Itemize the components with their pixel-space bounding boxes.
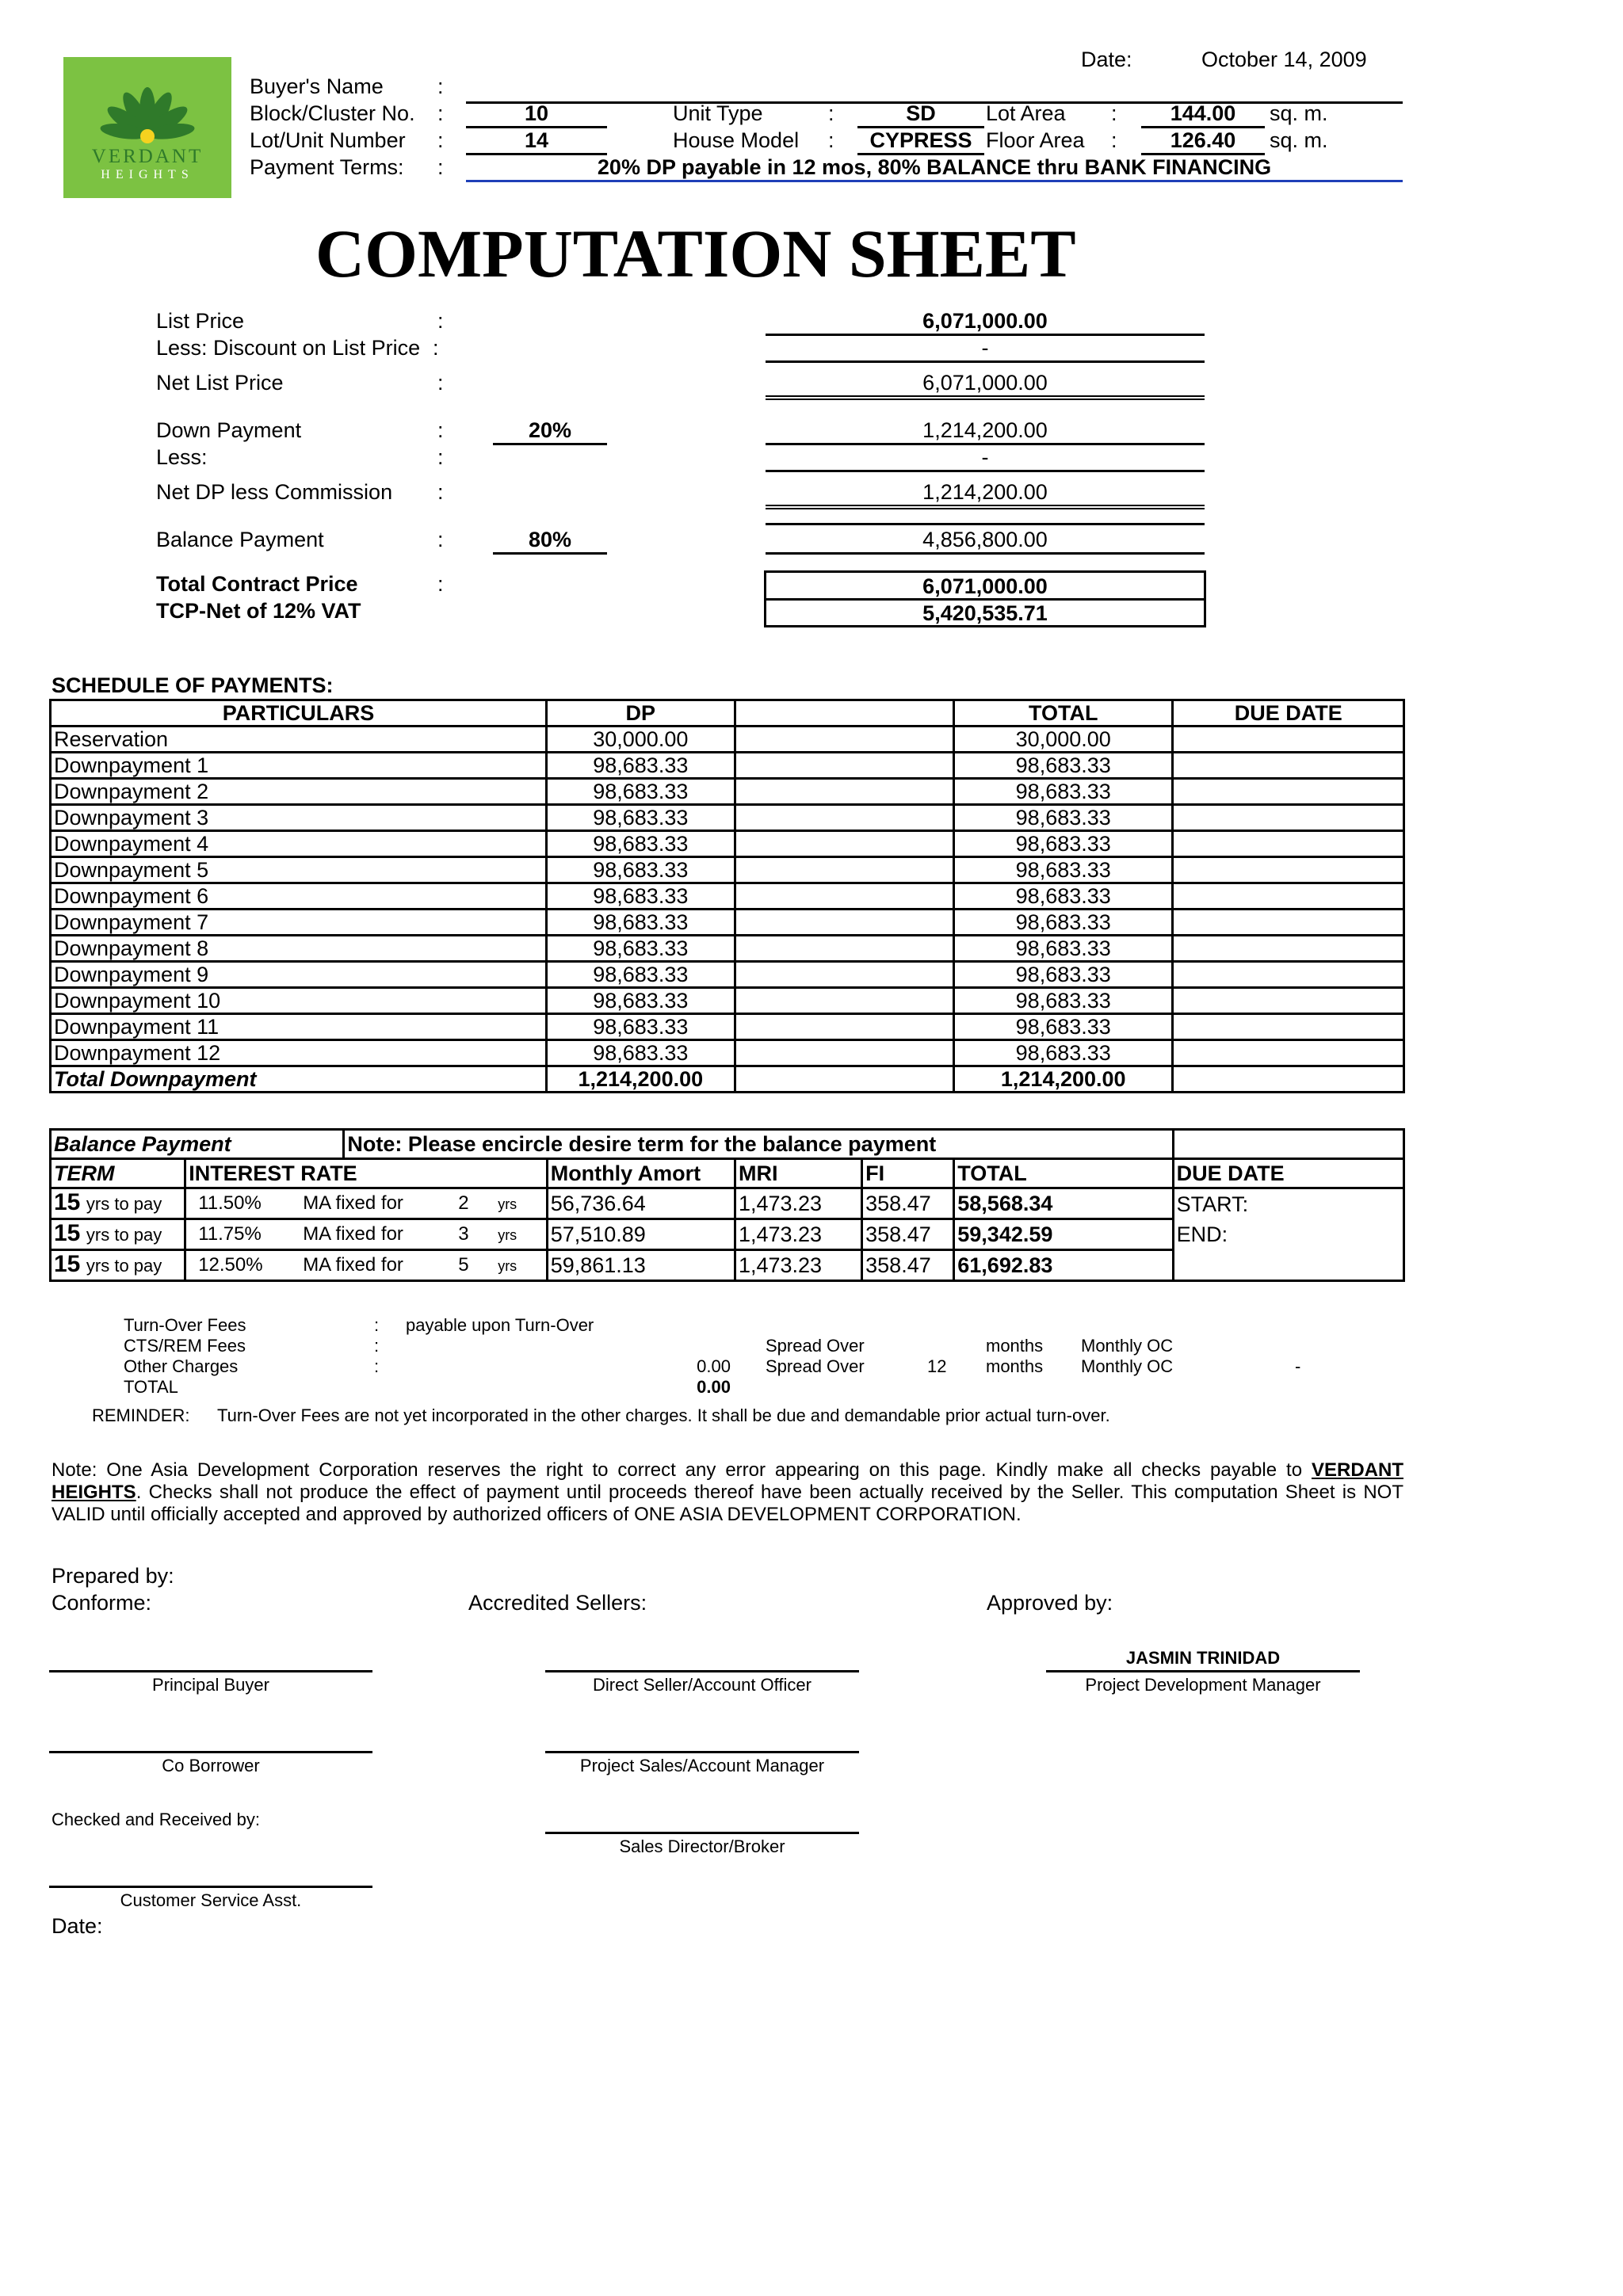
net-list-value: 6,071,000.00	[766, 371, 1205, 400]
cts-rem-fees-label: CTS/REM Fees	[124, 1336, 246, 1356]
ma-fixed-years: 3	[458, 1222, 469, 1245]
row-due-date[interactable]	[1173, 936, 1404, 962]
unit-type-value: SD	[857, 101, 984, 128]
row-total: 98,683.33	[953, 936, 1172, 962]
project-sales-manager-label: Project Sales/Account Manager	[579, 1756, 825, 1775]
interest-rate: 11.75%	[198, 1222, 262, 1245]
balance-title-row	[51, 1130, 1404, 1159]
total-downpayment-label: Total Downpayment	[51, 1066, 547, 1093]
fi-value: 358.47	[862, 1188, 954, 1219]
other-charges-label: Other Charges	[124, 1356, 239, 1376]
balance-header-row	[51, 1159, 1404, 1188]
interest-rate: 12.50%	[198, 1253, 263, 1276]
col-header-interest-rate: INTEREST RATE	[185, 1159, 548, 1188]
block-value: 10	[466, 101, 607, 128]
down-payment-value: 1,214,200.00	[766, 418, 1205, 445]
row-label: Downpayment 8	[51, 936, 547, 962]
sales-director-label: Sales Director/Broker	[619, 1836, 785, 1856]
note-part2: . Checks shall not produce the effect of payment until proceeds thereof have been actually received by the Seller. This computation Sheet is NOT VALID until officially accepted and approved by authorized officers of ONE ASIA DEVELOPMENT CORPORATION.	[52, 1482, 1403, 1525]
colon: :	[828, 101, 834, 125]
row-blank	[735, 753, 953, 779]
checked-received-label: Checked and Received by:	[52, 1810, 260, 1829]
row-blank	[735, 857, 953, 883]
floor-area-label: Floor Area	[986, 128, 1085, 152]
balance-title-blank	[1173, 1130, 1403, 1159]
house-model-value: CYPRESS	[857, 128, 984, 155]
tcp-net-label: TCP-Net of 12% VAT	[156, 599, 361, 623]
row-dp: 98,683.33	[547, 831, 735, 857]
floor-area-unit: sq. m.	[1270, 128, 1328, 152]
table-row	[51, 857, 1404, 883]
row-total: 98,683.33	[953, 962, 1172, 988]
balance-note: Note: Please encircle desire term for the balance payment	[344, 1130, 1173, 1159]
table-row	[51, 753, 1404, 779]
balance-row[interactable]	[51, 1188, 1404, 1219]
down-payment-label: Down Payment	[156, 418, 302, 442]
years-unit: yrs	[498, 1257, 517, 1274]
date-label: Date:	[1081, 48, 1132, 71]
term-value: 15	[54, 1189, 81, 1215]
row-blank	[735, 727, 953, 753]
row-blank	[735, 1014, 953, 1040]
col-header-dp: DP	[547, 700, 735, 727]
col-header-due-date: DUE DATE	[1173, 700, 1404, 727]
row-blank	[735, 805, 953, 831]
row-due-date[interactable]	[1173, 753, 1404, 779]
col-header-blank	[735, 700, 953, 727]
term-value: 15	[54, 1251, 81, 1277]
colon: :	[828, 128, 834, 152]
list-price-value: 6,071,000.00	[766, 309, 1205, 336]
interest-cell	[185, 1188, 548, 1219]
lot-value: 14	[466, 128, 607, 155]
row-label: Reservation	[51, 727, 547, 753]
row-label: Downpayment 12	[51, 1040, 547, 1066]
due-date-start: START:	[1173, 1188, 1403, 1219]
reminder-text: Turn-Over Fees are not yet incorporated in the other charges. It shall be due and demandable prior actual turn-over.	[217, 1405, 1110, 1425]
term-unit: yrs to pay	[86, 1225, 162, 1245]
mri-value: 1,473.23	[735, 1250, 861, 1281]
conforme-label: Conforme:	[52, 1591, 152, 1615]
row-blank	[735, 962, 953, 988]
colon: :	[437, 528, 444, 551]
term-unit: yrs to pay	[86, 1194, 162, 1214]
table-row	[51, 910, 1404, 936]
ma-fixed-years: 5	[458, 1253, 469, 1276]
balance-percent: 80%	[493, 528, 607, 555]
colon: :	[437, 445, 444, 469]
row-due-date[interactable]	[1173, 910, 1404, 936]
col-header-fi: FI	[862, 1159, 954, 1188]
months-label: months	[986, 1336, 1044, 1356]
project-dev-manager-label: Project Development Manager	[1085, 1675, 1321, 1695]
table-row	[51, 831, 1404, 857]
due-date-end: END:	[1173, 1219, 1403, 1250]
signature-line-co-borrower[interactable]	[49, 1751, 372, 1753]
row-label: Downpayment 11	[51, 1014, 547, 1040]
table-row	[51, 1014, 1404, 1040]
row-total: 30,000.00	[953, 727, 1172, 753]
buyers-name-label: Buyer's Name	[250, 74, 384, 98]
payment-terms-value: 20% DP payable in 12 mos, 80% BALANCE thru BANK FINANCING	[466, 155, 1403, 182]
fi-value: 358.47	[862, 1250, 954, 1281]
row-total: 98,683.33	[953, 779, 1172, 805]
row-label: Downpayment 1	[51, 753, 547, 779]
signature-line-project-sales[interactable]	[545, 1751, 859, 1753]
row-dp: 98,683.33	[547, 988, 735, 1014]
monthly-amort: 59,861.13	[547, 1250, 735, 1281]
customer-service-label: Customer Service Asst.	[120, 1890, 302, 1910]
signature-line-sales-director[interactable]	[545, 1832, 859, 1834]
row-label: Downpayment 7	[51, 910, 547, 936]
row-dp: 98,683.33	[547, 1040, 735, 1066]
colon: :	[1111, 128, 1117, 152]
row-total: 98,683.33	[953, 805, 1172, 831]
row-total: 98,683.33	[953, 988, 1172, 1014]
row-label: Downpayment 2	[51, 779, 547, 805]
total-total-value: 1,214,200.00	[953, 1066, 1172, 1093]
spread-over-label-2: Spread Over	[766, 1356, 865, 1376]
row-total: 98,683.33	[953, 831, 1172, 857]
block-label: Block/Cluster No.	[250, 101, 415, 125]
page-title: COMPUTATION SHEET	[315, 215, 1076, 292]
row-due-date[interactable]	[1173, 883, 1404, 910]
lot-area-value: 144.00	[1141, 101, 1265, 128]
table-row	[51, 805, 1404, 831]
row-dp: 98,683.33	[547, 857, 735, 883]
row-due-date[interactable]	[1173, 779, 1404, 805]
balance-table	[49, 1128, 1405, 1282]
col-header-term: TERM	[51, 1159, 185, 1188]
row-total: 98,683.33	[953, 883, 1172, 910]
lot-label: Lot/Unit Number	[250, 128, 406, 152]
lot-area-label: Lot Area	[986, 101, 1066, 125]
row-due-date[interactable]	[1173, 805, 1404, 831]
row-label: Downpayment 10	[51, 988, 547, 1014]
approved-by-label: Approved by:	[987, 1591, 1113, 1615]
row-blank	[735, 779, 953, 805]
total-row	[51, 1066, 1404, 1093]
term-value: 15	[54, 1220, 81, 1246]
years-unit: yrs	[498, 1226, 517, 1243]
signature-date-label: Date:	[52, 1914, 103, 1938]
row-due-date[interactable]	[1173, 1040, 1404, 1066]
spread-over-label: Spread Over	[766, 1336, 865, 1356]
row-total: 98,683.33	[953, 753, 1172, 779]
balance-payment-value: 4,856,800.00	[766, 528, 1205, 555]
row-due-date[interactable]	[1173, 988, 1404, 1014]
logo-text-heights: HEIGHTS	[101, 168, 194, 181]
floor-area-value: 126.40	[1141, 128, 1265, 155]
row-label: Downpayment 4	[51, 831, 547, 857]
due-date-blank	[1173, 1250, 1403, 1281]
ma-fixed-label: MA fixed for	[303, 1253, 403, 1276]
spread-months-value: 12	[927, 1356, 947, 1376]
interest-cell	[185, 1219, 548, 1250]
ma-fixed-label: MA fixed for	[303, 1222, 403, 1245]
interest-rate: 11.50%	[198, 1192, 262, 1214]
tcp-label: Total Contract Price	[156, 572, 358, 596]
months-label-2: months	[986, 1356, 1044, 1376]
tcp-value: 6,071,000.00	[766, 574, 1204, 601]
colon: :	[437, 74, 444, 98]
net-dp-value: 1,214,200.00	[766, 480, 1205, 509]
table-row	[51, 1040, 1404, 1066]
signature-line-approver[interactable]	[1046, 1670, 1360, 1672]
co-borrower-label: Co Borrower	[162, 1756, 260, 1775]
row-dp: 98,683.33	[547, 962, 735, 988]
table-row	[51, 962, 1404, 988]
company-logo	[63, 57, 231, 198]
fees-total-label: TOTAL	[124, 1377, 178, 1397]
accredited-sellers-label: Accredited Sellers:	[468, 1591, 647, 1615]
colon: :	[437, 418, 444, 442]
row-dp: 30,000.00	[547, 727, 735, 753]
row-due-date[interactable]	[1173, 1014, 1404, 1040]
colon: :	[437, 480, 444, 504]
less-label: Less:	[156, 445, 208, 469]
date-value: October 14, 2009	[1201, 48, 1367, 71]
term-cell[interactable]	[51, 1250, 185, 1281]
monthly-amort: 56,736.64	[547, 1188, 735, 1219]
approver-name: JASMIN TRINIDAD	[1125, 1648, 1281, 1668]
row-total: 98,683.33	[953, 1040, 1172, 1066]
row-total: 98,683.33	[953, 910, 1172, 936]
row-dp: 98,683.33	[547, 883, 735, 910]
schedule-table	[49, 699, 1405, 1093]
colon: :	[437, 155, 444, 179]
principal-buyer-label: Principal Buyer	[152, 1675, 269, 1695]
colon: :	[437, 101, 444, 125]
colon: :	[437, 371, 444, 395]
colon: :	[374, 1336, 380, 1356]
down-payment-percent: 20%	[493, 418, 607, 445]
balance-total: 58,568.34	[954, 1188, 1173, 1219]
turnover-fees-label: Turn-Over Fees	[124, 1315, 246, 1335]
balance-top-line	[766, 523, 1205, 525]
note-payee: VERDANT HEIGHTS	[52, 1459, 1403, 1503]
colon: :	[437, 309, 444, 333]
signature-line-principal-buyer[interactable]	[49, 1670, 372, 1672]
logo-text-verdant: VERDANT	[91, 146, 204, 167]
less-value: -	[766, 445, 1205, 472]
net-dp-label: Net DP less Commission	[156, 480, 393, 504]
col-header-monthly-amort: Monthly Amort	[547, 1159, 735, 1188]
colon: :	[374, 1356, 380, 1376]
table-row	[51, 727, 1404, 753]
colon: :	[437, 572, 444, 596]
row-due-date[interactable]	[1173, 727, 1404, 753]
term-unit: yrs to pay	[86, 1256, 162, 1276]
monthly-amort: 57,510.89	[547, 1219, 735, 1250]
reminder-label: REMINDER:	[92, 1405, 190, 1425]
payment-terms-label: Payment Terms:	[250, 155, 404, 179]
ma-fixed-years: 2	[458, 1192, 469, 1214]
signature-line-customer-service[interactable]	[49, 1886, 372, 1888]
discount-label: Less: Discount on List Price	[156, 336, 421, 360]
row-dp: 98,683.33	[547, 1014, 735, 1040]
prepared-by-label: Prepared by:	[52, 1564, 174, 1588]
row-dp: 98,683.33	[547, 779, 735, 805]
monthly-oc-label-2: Monthly OC	[1081, 1356, 1174, 1376]
unit-type-label: Unit Type	[673, 101, 763, 125]
row-total: 98,683.33	[953, 857, 1172, 883]
balance-table-title: Balance Payment	[51, 1130, 344, 1159]
row-dp: 98,683.33	[547, 805, 735, 831]
net-list-label: Net List Price	[156, 371, 284, 395]
colon: :	[437, 128, 444, 152]
mri-value: 1,473.23	[735, 1219, 861, 1250]
row-label: Downpayment 9	[51, 962, 547, 988]
fi-value: 358.47	[862, 1219, 954, 1250]
lot-area-unit: sq. m.	[1270, 101, 1328, 125]
table-row	[51, 883, 1404, 910]
row-due-date[interactable]	[1173, 857, 1404, 883]
row-due-date	[1173, 1066, 1404, 1093]
schedule-title: SCHEDULE OF PAYMENTS:	[52, 673, 334, 697]
row-label: Downpayment 6	[51, 883, 547, 910]
ma-fixed-label: MA fixed for	[303, 1192, 403, 1214]
table-row	[51, 936, 1404, 962]
balance-payment-label: Balance Payment	[156, 528, 324, 551]
table-row	[51, 779, 1404, 805]
col-header-due-date: DUE DATE	[1173, 1159, 1403, 1188]
row-blank	[735, 883, 953, 910]
row-due-date[interactable]	[1173, 831, 1404, 857]
monthly-oc-value: -	[1295, 1356, 1301, 1376]
row-blank	[735, 1040, 953, 1066]
colon: :	[1111, 101, 1117, 125]
note-part1: Note: One Asia Development Corporation reserves the right to correct any error appearing on this page. Kindly make all checks payable to	[52, 1459, 1312, 1481]
balance-total: 61,692.83	[954, 1250, 1173, 1281]
other-charges-value: 0.00	[697, 1356, 731, 1376]
row-label: Downpayment 3	[51, 805, 547, 831]
discount-value: -	[766, 336, 1205, 363]
term-cell[interactable]	[51, 1188, 185, 1219]
mri-value: 1,473.23	[735, 1188, 861, 1219]
row-dp: 98,683.33	[547, 910, 735, 936]
fees-total-value: 0.00	[697, 1377, 731, 1397]
row-blank	[735, 936, 953, 962]
row-label: Downpayment 5	[51, 857, 547, 883]
row-blank	[735, 988, 953, 1014]
col-header-total: TOTAL	[953, 700, 1172, 727]
monthly-oc-label: Monthly OC	[1081, 1336, 1174, 1356]
row-due-date[interactable]	[1173, 962, 1404, 988]
tcp-net-value: 5,420,535.71	[922, 601, 1048, 625]
row-dp: 98,683.33	[547, 936, 735, 962]
turnover-fees-value: payable upon Turn-Over	[406, 1315, 594, 1335]
house-model-label: House Model	[673, 128, 800, 152]
schedule-header-row	[51, 700, 1404, 727]
col-header-total: TOTAL	[954, 1159, 1173, 1188]
direct-seller-label: Direct Seller/Account Officer	[593, 1675, 812, 1695]
tcp-box	[764, 570, 1206, 627]
colon: :	[433, 336, 439, 360]
row-blank	[735, 1066, 953, 1093]
row-total: 98,683.33	[953, 1014, 1172, 1040]
signature-line-direct-seller[interactable]	[545, 1670, 859, 1672]
balance-row[interactable]	[51, 1250, 1404, 1281]
list-price-label: List Price	[156, 309, 245, 333]
colon: :	[374, 1315, 380, 1335]
col-header-particulars: PARTICULARS	[51, 700, 547, 727]
total-dp-value: 1,214,200.00	[547, 1066, 735, 1093]
years-unit: yrs	[498, 1196, 517, 1212]
col-header-mri: MRI	[735, 1159, 861, 1188]
interest-cell	[185, 1250, 548, 1281]
row-dp: 98,683.33	[547, 753, 735, 779]
row-blank	[735, 910, 953, 936]
balance-row[interactable]	[51, 1219, 1404, 1250]
row-blank	[735, 831, 953, 857]
disclaimer-note	[52, 1459, 1403, 1526]
balance-total: 59,342.59	[954, 1219, 1173, 1250]
table-row	[51, 988, 1404, 1014]
term-cell[interactable]	[51, 1219, 185, 1250]
